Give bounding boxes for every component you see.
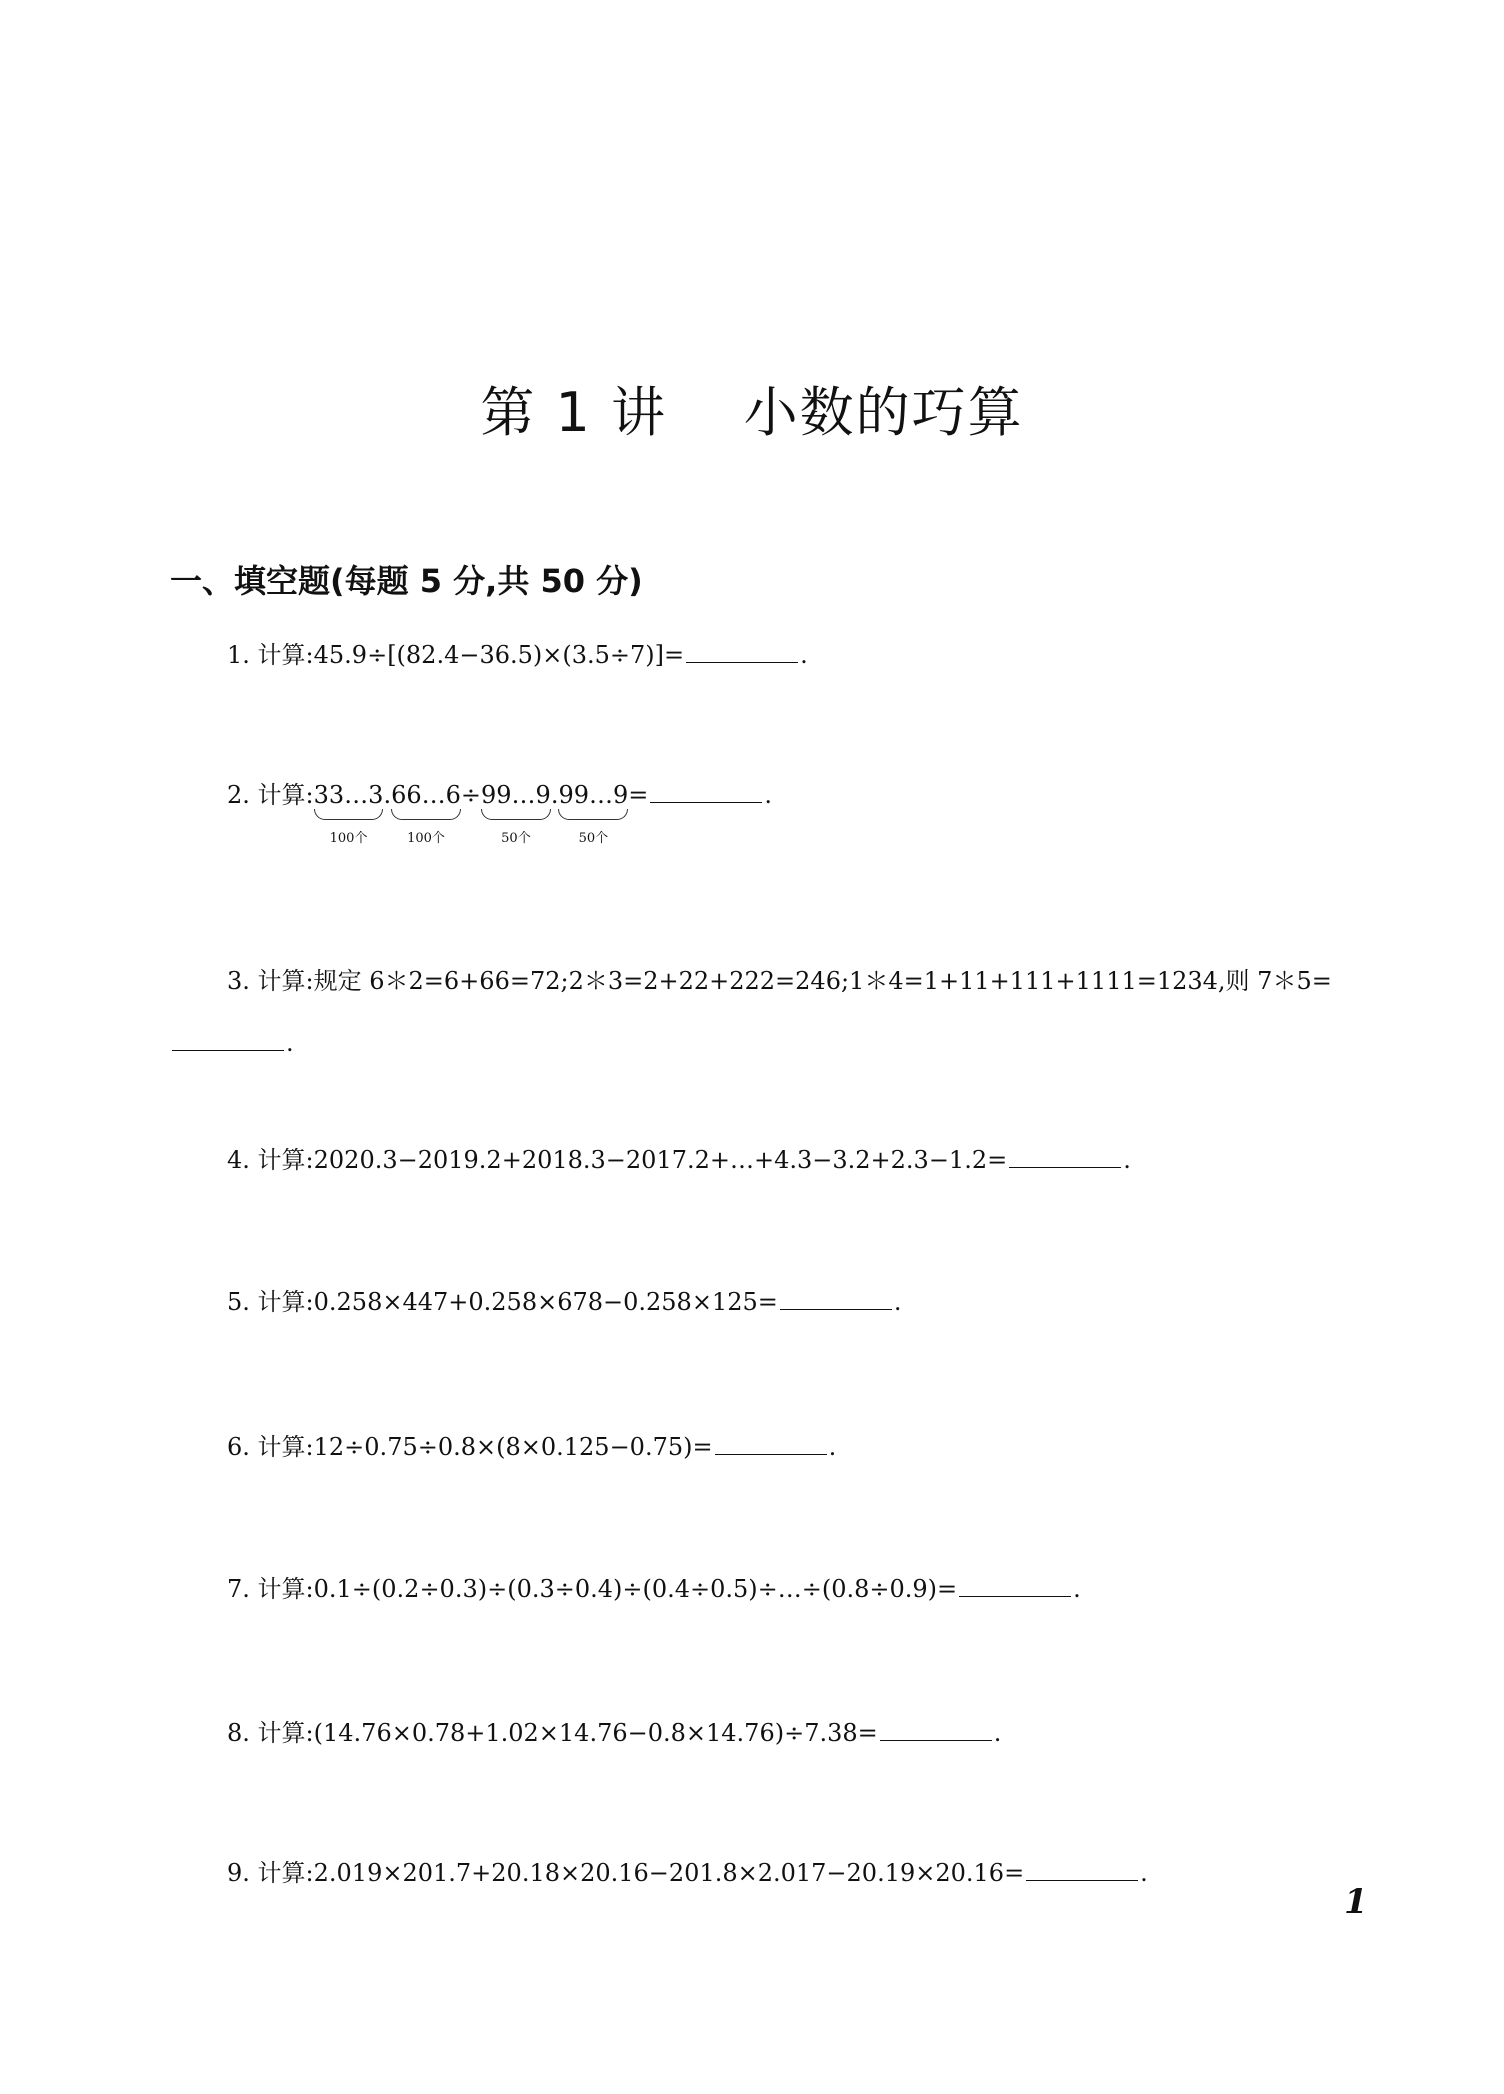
digit-count: 50个 [501,831,531,846]
answer-blank[interactable] [959,1570,1071,1597]
question-number: 7. [227,1575,250,1603]
question-7 [227,1570,1081,1607]
question-end: . [1123,1146,1131,1174]
decimal-point: . [383,781,392,809]
question-label: 计算: [257,781,314,809]
decimal-point: . [550,781,559,809]
question-end: . [286,1029,294,1057]
question-end: . [1140,1859,1148,1887]
answer-blank[interactable] [1009,1141,1121,1168]
question-label: 计算: [257,1575,314,1603]
question-label: 计算: [257,967,314,995]
question-number: 4. [227,1146,250,1174]
question-4 [227,1141,1131,1178]
digit-count: 100个 [407,831,445,846]
underbrace-group [391,777,461,846]
underbrace-line [558,809,628,820]
question-expression: 2020.3−2019.2+2018.3−2017.2+…+4.3−3.2+2.3−1.2= [313,1146,1008,1174]
question-end: . [828,1433,837,1461]
answer-blank[interactable] [780,1283,892,1310]
question-end: . [1073,1575,1081,1603]
question-number: 3. [227,967,250,995]
answer-blank[interactable] [715,1428,827,1455]
answer-blank[interactable] [880,1714,992,1741]
operator: ÷ [460,781,482,809]
question-3 [170,950,1350,1074]
question-8 [227,1714,1001,1751]
page-number: 1 [1344,1882,1368,1922]
question-number: 1. [227,641,250,669]
digit-count: 50个 [578,831,609,846]
question-expression: 2.019×201.7+20.18×20.16−201.8×2.017−20.19×20.16= [313,1859,1025,1887]
underbrace-group [481,777,551,846]
underbrace-group [313,777,384,846]
repeating-digits: 99…9 [558,781,629,809]
question-expression: 0.1÷(0.2÷0.3)÷(0.3÷0.4)÷(0.4÷0.5)÷…÷(0.8÷0.9)= [313,1575,958,1603]
question-1 [227,636,808,673]
underbrace-line [391,809,461,820]
question-number: 2. [227,781,250,809]
repeating-digits: 66…6 [391,781,461,809]
repeating-digits: 99…9 [481,781,551,809]
section-heading: 一、填空题(每题 5 分,共 50 分) [170,562,643,600]
question-end: . [800,641,808,669]
question-label: 计算: [257,1719,314,1747]
question-number: 5. [227,1288,250,1316]
underbrace-group [558,777,629,846]
digit-count: 100个 [329,831,368,846]
question-number: 8. [227,1719,250,1747]
question-label: 计算: [257,1146,314,1174]
question-number: 6. [227,1433,250,1461]
question-9 [227,1854,1148,1891]
question-end: . [764,781,773,809]
question-end: . [893,1288,902,1316]
answer-blank[interactable] [1026,1854,1138,1881]
question-5 [227,1283,901,1320]
question-expression: 0.258×447+0.258×678−0.258×125= [313,1288,778,1316]
underbrace-line [481,809,551,820]
question-2 [227,776,773,846]
page-title: 第 1 讲 小数的巧算 [480,381,1024,444]
question-expression: 45.9÷[(82.4−36.5)×(3.5÷7)]= [313,641,685,669]
question-label: 计算: [257,1859,314,1887]
question-number: 9. [227,1859,250,1887]
question-expression: 12÷0.75÷0.8×(8×0.125−0.75)= [313,1433,713,1461]
question-expression: 规定 6＊2=6+66=72;2＊3=2+22+222=246;1＊4=1+11+111+1111=1234,则 7＊5= [313,967,1332,995]
question-label: 计算: [257,1288,314,1316]
question-label: 计算: [257,641,314,669]
question-end: . [993,1719,1002,1747]
equals-sign: = [628,781,649,809]
answer-blank[interactable] [686,636,798,663]
repeating-digits: 33…3 [313,781,384,809]
question-label: 计算: [257,1433,314,1461]
answer-blank[interactable] [172,1024,284,1051]
underbrace-line [314,809,384,820]
question-expression: (14.76×0.78+1.02×14.76−0.8×14.76)÷7.38= [313,1719,878,1747]
question-6 [227,1428,836,1465]
answer-blank[interactable] [650,776,762,803]
